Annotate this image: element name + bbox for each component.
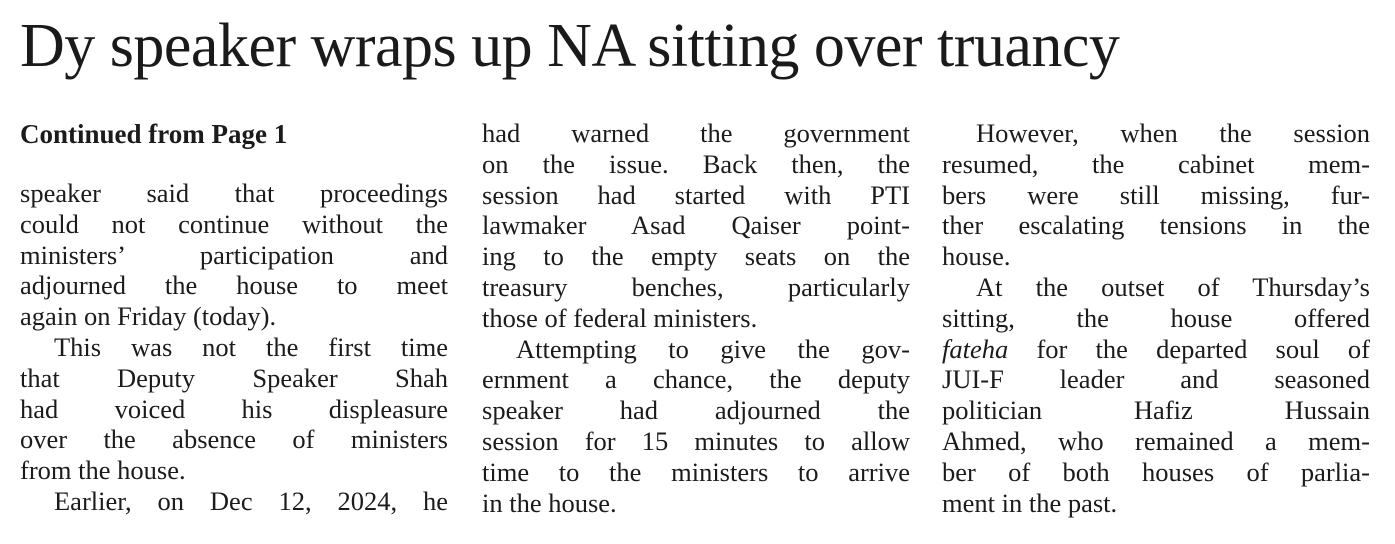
text-line: At the outset of Thursday’s — [976, 271, 1370, 302]
text-line: However, when the session — [976, 118, 1370, 148]
text-line: in the house. — [482, 487, 617, 518]
text-line: over the absence of ministers — [20, 424, 448, 455]
text-line: could not continue without the — [20, 208, 448, 239]
article-column-1 — [20, 118, 448, 517]
article-column-3 — [942, 118, 1370, 518]
text-line: ber of both houses of parlia- — [942, 456, 1370, 487]
text-line: ment in the past. — [942, 487, 1118, 518]
text-line: session for 15 minutes to allow — [482, 425, 910, 456]
text-line: that Deputy Speaker Shah — [20, 362, 448, 393]
text-line: adjourned the house to meet — [20, 270, 448, 301]
text-line: ernment a chance, the deputy — [482, 364, 910, 395]
text-line: sitting, the house offered — [942, 302, 1370, 333]
article-column-2 — [482, 118, 910, 518]
text-line: resumed, the cabinet mem- — [942, 148, 1370, 179]
text-line: time to the ministers to arrive — [482, 456, 910, 487]
text-line: Earlier, on Dec 12, 2024, he — [54, 485, 448, 516]
text-line: treasury benches, particularly — [482, 271, 910, 302]
text-line: ther escalating tensions in the — [942, 210, 1370, 241]
text-line: had voiced his displeasure — [20, 393, 448, 424]
text-line: speaker said that proceedings — [20, 178, 448, 208]
text-line — [942, 334, 1370, 365]
text-line: This was not the first time — [54, 331, 448, 362]
text-line: again on Friday (today). — [20, 301, 277, 332]
text-line: speaker had adjourned the — [482, 395, 910, 426]
text-line: bers were still missing, fur- — [942, 179, 1370, 210]
headline: Dy speaker wraps up NA sitting over truancy — [20, 12, 1120, 80]
continued-from-label: Continued from Page 1 — [20, 119, 288, 149]
text-line: JUI-F leader and seasoned — [942, 364, 1370, 395]
text-line: house. — [942, 241, 1011, 272]
text-line: politician Hafiz Hussain — [942, 395, 1370, 426]
text-line: session had started with PTI — [482, 179, 910, 210]
text-line: ministers’ participation and — [20, 239, 448, 270]
text-line: Ahmed, who remained a mem- — [942, 425, 1370, 456]
text-line: those of federal ministers. — [482, 302, 758, 333]
text-line: Attempting to give the gov- — [516, 333, 910, 364]
text-line: lawmaker Asad Qaiser point- — [482, 210, 910, 241]
text-line-rest: for the departed soul of — [1036, 333, 1371, 364]
text-line: on the issue. Back then, the — [482, 148, 910, 179]
italic-term: fateha — [942, 333, 1009, 364]
text-line: had warned the government — [482, 118, 910, 148]
text-line: ing to the empty seats on the — [482, 241, 910, 272]
text-line: from the house. — [20, 455, 186, 486]
